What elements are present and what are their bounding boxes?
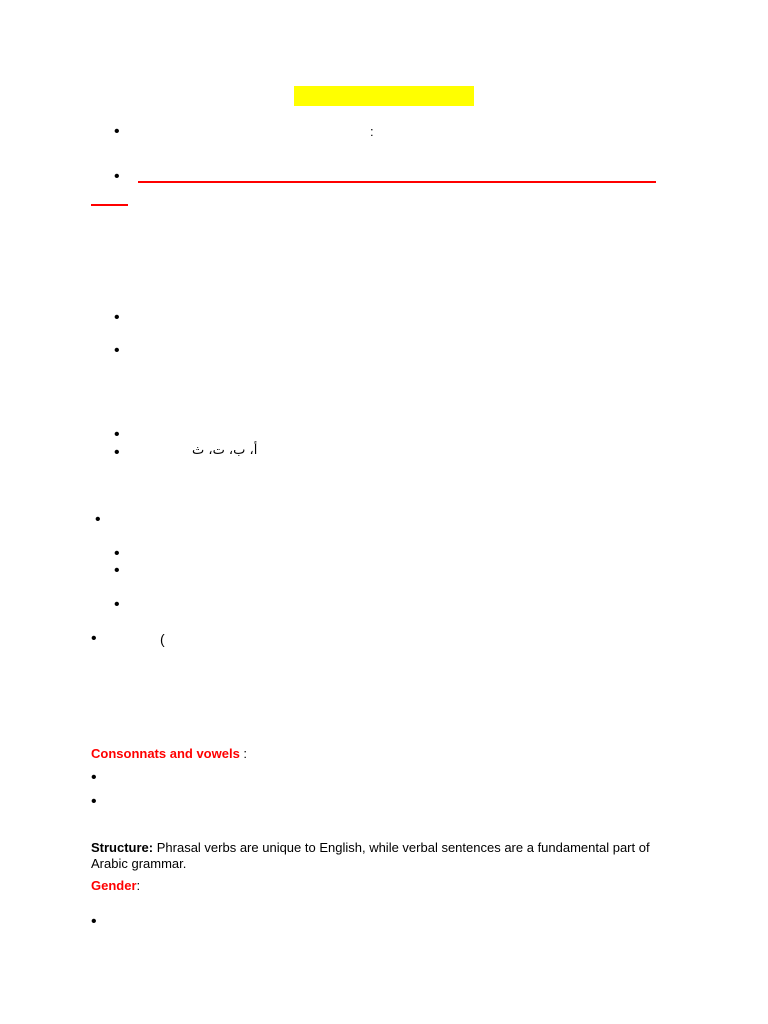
bullet-marker: • (114, 444, 120, 461)
consonants-suffix: : (239, 746, 248, 761)
gender-suffix: : (136, 878, 141, 893)
gender-heading (91, 878, 140, 893)
structure-paragraph (91, 840, 651, 872)
title-highlight (294, 86, 474, 106)
bullet-marker: • (114, 123, 120, 140)
consonants-heading (91, 746, 247, 761)
structure-text: Phrasal verbs are unique to English, while verbal sentences are a fundamental part of Arabic grammar. (91, 840, 650, 871)
bullet-marker: • (91, 793, 97, 810)
bullet-marker: • (114, 562, 120, 579)
consonants-label: Consonnats and vowels (91, 746, 240, 761)
arabic-letters-text: أ، ب، ت، ث (192, 443, 258, 458)
bullet-marker: • (114, 168, 120, 185)
bullet-marker: • (114, 309, 120, 326)
red-underline (138, 181, 656, 183)
structure-label: Structure: (91, 840, 154, 855)
bullet-marker: • (91, 630, 97, 647)
red-underline-short (91, 204, 128, 206)
open-paren: ( (160, 631, 165, 647)
colon-text: : (370, 124, 374, 139)
bullet-marker: • (91, 913, 97, 930)
bullet-marker: • (114, 426, 120, 443)
bullet-marker: • (91, 769, 97, 786)
bullet-marker: • (114, 596, 120, 613)
bullet-marker: • (95, 511, 101, 528)
arabic-letters (192, 443, 257, 458)
bullet-marker: • (114, 545, 120, 562)
bullet-marker: • (114, 342, 120, 359)
gender-label: Gender (91, 878, 137, 893)
